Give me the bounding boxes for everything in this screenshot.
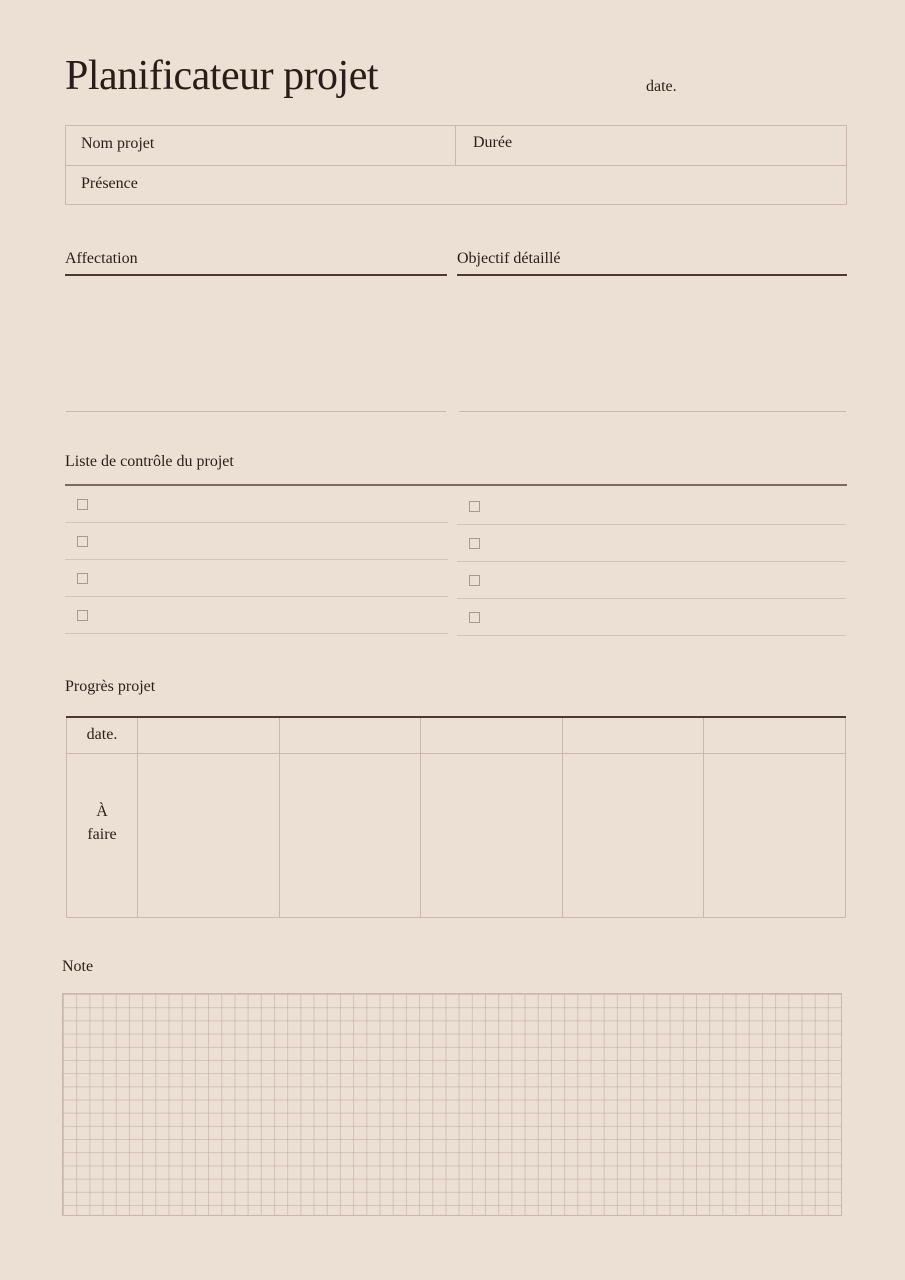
- duration-field[interactable]: Durée: [473, 134, 513, 151]
- checklist-item[interactable]: [457, 562, 846, 599]
- checklist-heading: Liste de contrôle du projet: [65, 453, 234, 470]
- progress-date-cell[interactable]: [138, 717, 280, 753]
- objective-area[interactable]: [457, 278, 847, 410]
- checklist-item[interactable]: [65, 486, 448, 523]
- checklist-right: [457, 488, 846, 636]
- checkbox-icon[interactable]: [77, 536, 88, 547]
- checkbox-icon[interactable]: [469, 575, 480, 586]
- todo-label: [67, 753, 138, 917]
- checklist-item[interactable]: [457, 599, 846, 636]
- progress-date-label: date.: [67, 717, 138, 753]
- checklist-item[interactable]: [65, 597, 448, 634]
- progress-date-cell[interactable]: [704, 717, 846, 753]
- progress-todo-cell[interactable]: [704, 753, 846, 917]
- project-info-table: [65, 125, 847, 205]
- project-name-field[interactable]: Nom projet: [66, 126, 456, 165]
- progress-table: [66, 716, 846, 918]
- assignment-area[interactable]: [65, 278, 447, 410]
- objective-heading: Objectif détaillé: [457, 250, 561, 267]
- progress-heading: Progrès projet: [65, 678, 156, 695]
- date-label: date.: [646, 78, 677, 95]
- divider: [459, 411, 846, 412]
- divider: [65, 274, 447, 276]
- divider: [457, 274, 847, 276]
- progress-todo-cell[interactable]: [421, 753, 563, 917]
- checkbox-icon[interactable]: [77, 499, 88, 510]
- progress-todo-cell[interactable]: [279, 753, 421, 917]
- progress-date-cell[interactable]: [421, 717, 563, 753]
- note-grid-area[interactable]: [62, 993, 842, 1216]
- note-heading: Note: [62, 958, 94, 975]
- progress-date-cell[interactable]: [279, 717, 421, 753]
- progress-todo-cell[interactable]: [562, 753, 704, 917]
- checkbox-icon[interactable]: [77, 573, 88, 584]
- page-title: Planificateur projet: [65, 53, 379, 99]
- checkbox-icon[interactable]: [469, 501, 480, 512]
- checklist-item[interactable]: [457, 488, 846, 525]
- todo-label-line2: faire: [87, 825, 117, 843]
- checkbox-icon[interactable]: [469, 612, 480, 623]
- progress-date-cell[interactable]: [562, 717, 704, 753]
- checkbox-icon[interactable]: [77, 610, 88, 621]
- divider: [66, 411, 446, 412]
- checklist-item[interactable]: [65, 560, 448, 597]
- checklist-item[interactable]: [457, 525, 846, 562]
- presence-field[interactable]: Présence: [81, 175, 138, 192]
- checkbox-icon[interactable]: [469, 538, 480, 549]
- progress-todo-cell[interactable]: [138, 753, 280, 917]
- todo-label-line1: À: [96, 802, 108, 820]
- checklist-left: [65, 486, 448, 634]
- checklist-item[interactable]: [65, 523, 448, 560]
- assignment-heading: Affectation: [65, 250, 138, 267]
